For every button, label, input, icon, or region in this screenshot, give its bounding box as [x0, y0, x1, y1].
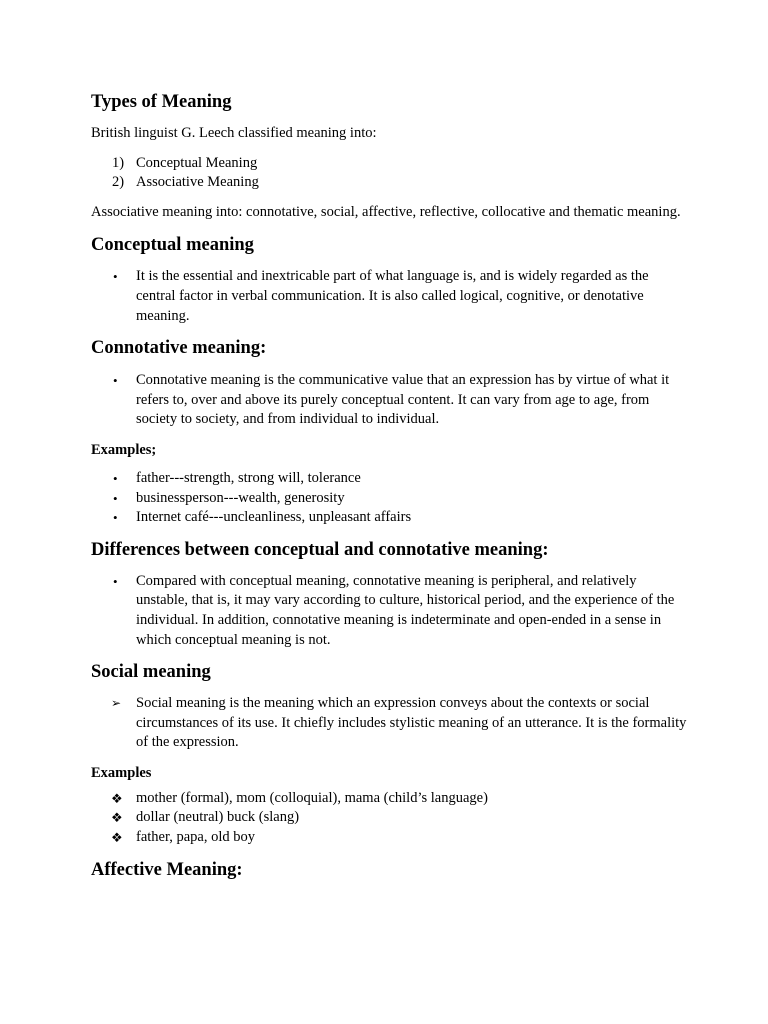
- diamond-bullet-icon: ❖: [111, 810, 123, 826]
- list-item-text: mother (formal), mom (colloquial), mama (child’s language): [136, 789, 488, 806]
- bullet-icon: •: [113, 573, 118, 589]
- bullet-icon: •: [113, 269, 118, 285]
- list-item-text: Compared with conceptual meaning, connotative meaning is peripheral, and relatively unstable, that is, it may vary according to culture, historical period, and the experience of the individual. In addition, connotative meaning is indeterminate and open-ended in a sense in which conceptual meaning is not.: [136, 572, 675, 648]
- connotative-bullets: [91, 371, 688, 430]
- bullet-icon: •: [113, 373, 118, 389]
- section-heading-conceptual: Conceptual meaning: [91, 235, 254, 256]
- section-heading-differences: Differences between conceptual and connotative meaning:: [91, 539, 549, 560]
- intro-paragraph: British linguist G. Leech classified meaning into:: [91, 125, 377, 141]
- examples-heading: Examples: [91, 764, 152, 781]
- list-number: 1): [112, 154, 125, 171]
- differences-bullets: [91, 572, 688, 650]
- list-item: [91, 828, 688, 848]
- list-item: [91, 572, 688, 650]
- examples-heading: Examples;: [91, 441, 157, 458]
- bullet-icon: •: [113, 470, 118, 486]
- list-item: [91, 808, 688, 828]
- list-item-text: Associative Meaning: [136, 174, 259, 191]
- meaning-types-list: [91, 154, 688, 193]
- list-item-text: businessperson---wealth, generosity: [136, 489, 345, 506]
- section-heading-affective: Affective Meaning:: [91, 859, 243, 880]
- list-item: [91, 469, 688, 489]
- list-item: [91, 173, 688, 193]
- associative-paragraph: Associative meaning into: connotative, social, affective, reflective, collocative and thematic meaning.: [91, 203, 681, 220]
- diamond-bullet-icon: ❖: [111, 790, 123, 806]
- list-item-text: Connotative meaning is the communicative value that an expression has by virtue of what it refers to, over and above its purely conceptual content. It can vary from age to age, from society to society, and from individual to individual.: [136, 372, 670, 428]
- list-item-text: dollar (neutral) buck (slang): [136, 809, 300, 826]
- list-item-text: Social meaning is the meaning which an expression conveys about the contexts or social circumstances of its use. It chiefly includes stylistic meaning of an utterance. It is the formality of the expression.: [136, 695, 687, 751]
- page-title: Types of Meaning: [91, 92, 232, 112]
- list-item: [91, 694, 688, 753]
- diamond-bullet-icon: ❖: [111, 830, 123, 846]
- conceptual-bullets: [91, 267, 688, 326]
- list-item-text: Internet café---uncleanliness, unpleasant affairs: [136, 509, 412, 526]
- list-item: [91, 789, 688, 809]
- list-item-text: father, papa, old boy: [136, 829, 256, 846]
- section-heading-social: Social meaning: [91, 662, 211, 683]
- social-examples-list: [91, 789, 688, 848]
- list-item: [91, 508, 688, 528]
- connotative-examples-list: [91, 469, 688, 528]
- list-item: [91, 154, 688, 174]
- arrow-bullet-icon: ➢: [111, 696, 122, 711]
- list-item-text: It is the essential and inextricable part of what language is, and is widely regarded as the central factor in verbal communication. It is also called logical, cognitive, or denotative meaning.: [136, 268, 649, 324]
- list-item: [91, 489, 688, 509]
- list-item-text: father---strength, strong will, tolerance: [136, 469, 361, 486]
- section-heading-connotative: Connotative meaning:: [91, 338, 267, 359]
- list-item: [91, 267, 688, 326]
- list-item-text: Conceptual Meaning: [136, 154, 258, 171]
- list-item: [91, 371, 688, 430]
- social-bullets: [91, 694, 688, 753]
- bullet-icon: •: [113, 510, 118, 526]
- list-number: 2): [112, 174, 125, 191]
- bullet-icon: •: [113, 490, 118, 506]
